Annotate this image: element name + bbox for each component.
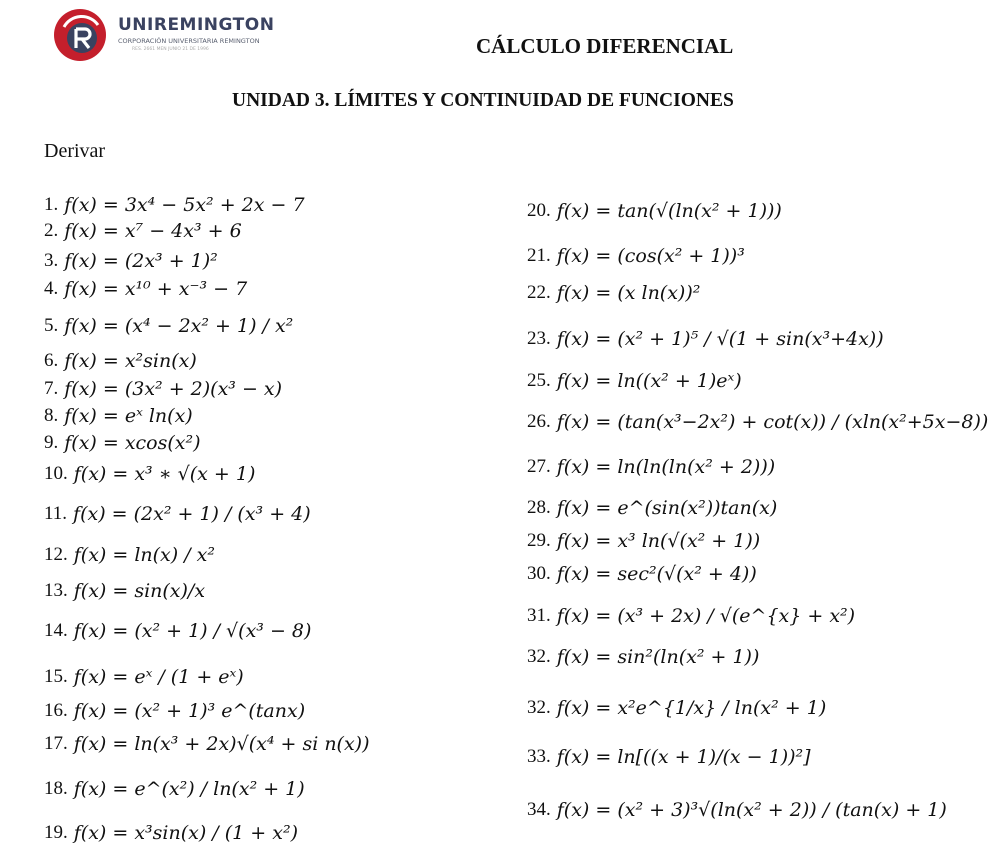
exercise-number: 26. [527, 411, 551, 432]
exercise-number: 3. [44, 250, 59, 271]
exercise-expression: f(x) = ln(x) / x² [73, 544, 215, 566]
exercise-number: 11. [44, 503, 68, 524]
exercise-item [527, 497, 777, 519]
exercise-expression: f(x) = e^(sin(x²))tan(x) [556, 497, 778, 519]
exercise-item [44, 194, 305, 216]
exercise-expression: f(x) = (tan(x³−2x²) + cot(x)) / (xln(x²+5x−8)) [556, 411, 988, 433]
exercise-expression: f(x) = (x² + 1)⁵ / √(1 + sin(x³+4x)) [556, 328, 884, 350]
exercise-item [527, 370, 742, 392]
exercise-number: 2. [44, 220, 59, 241]
exercise-expression: f(x) = (x² + 3)³√(ln(x² + 2)) / (tan(x) + 1) [556, 799, 947, 821]
instruction-text: Derivar [44, 140, 106, 162]
course-title: CÁLCULO DIFERENCIAL [476, 34, 734, 58]
exercise-item [527, 456, 775, 478]
exercise-item [44, 378, 282, 400]
exercise-item [44, 250, 218, 272]
exercise-number: 20. [527, 200, 551, 221]
exercise-number: 22. [527, 282, 551, 303]
exercise-item [44, 503, 311, 525]
exercise-number: 29. [527, 530, 551, 551]
exercise-expression: f(x) = (x⁴ − 2x² + 1) / x² [64, 315, 294, 337]
brand-name: UNIREMINGTON [118, 15, 275, 35]
exercise-number: 7. [44, 378, 59, 399]
exercise-expression: f(x) = sec²(√(x² + 4)) [556, 563, 757, 585]
exercise-item [527, 282, 700, 304]
exercise-item [44, 350, 197, 372]
exercise-item [527, 605, 855, 627]
exercise-item [44, 700, 305, 722]
exercise-expression: f(x) = (cos(x² + 1))³ [556, 245, 745, 267]
exercise-expression: f(x) = e^(x²) / ln(x² + 1) [73, 778, 305, 800]
exercise-item [44, 778, 305, 800]
exercise-expression: f(x) = x²e^{1/x} / ln(x² + 1) [556, 697, 827, 719]
brand-tagline: RES. 2661 MEN JUNIO 21 DE 1996 [132, 47, 209, 52]
exercise-number: 31. [527, 605, 551, 626]
exercise-item [527, 200, 782, 222]
exercise-number: 1. [44, 194, 59, 215]
exercise-number: 10. [44, 463, 68, 484]
exercise-expression: f(x) = x³ ∗ √(x + 1) [73, 463, 256, 485]
exercise-number: 18. [44, 778, 68, 799]
exercise-item [44, 315, 293, 337]
exercise-expression: f(x) = tan(√(ln(x² + 1))) [556, 200, 782, 222]
exercise-number: 32. [527, 697, 551, 718]
exercise-expression: f(x) = (2x³ + 1)² [64, 250, 218, 272]
exercise-number: 32. [527, 646, 551, 667]
exercise-number: 9. [44, 432, 59, 453]
exercise-item [527, 646, 759, 668]
exercise-item [44, 620, 311, 642]
uniremington-r-logo-icon [52, 7, 108, 63]
exercise-number: 23. [527, 328, 551, 349]
unit-title: UNIDAD 3. LÍMITES Y CONTINUIDAD DE FUNCIONES [232, 90, 734, 111]
exercise-item [44, 463, 255, 485]
exercise-item [527, 328, 884, 350]
exercise-item [527, 530, 760, 552]
brand-subtitle: CORPORACIÓN UNIVERSITARIA REMINGTON [118, 37, 260, 45]
uniremington-logo [52, 7, 302, 62]
exercise-item [44, 432, 201, 454]
exercise-item [44, 733, 370, 755]
exercise-item [527, 245, 745, 267]
exercise-number: 5. [44, 315, 59, 336]
exercise-expression: f(x) = ln(ln(ln(x² + 2))) [556, 456, 776, 478]
exercise-expression: f(x) = x³sin(x) / (1 + x²) [73, 822, 298, 844]
exercise-expression: f(x) = ln(x³ + 2x)√(x⁴ + si n(x)) [73, 733, 370, 755]
exercise-number: 6. [44, 350, 59, 371]
exercise-expression: f(x) = (3x² + 2)(x³ − x) [64, 378, 283, 400]
exercise-expression: f(x) = x⁷ − 4x³ + 6 [64, 220, 242, 242]
exercise-item [44, 544, 215, 566]
exercise-expression: f(x) = 3x⁴ − 5x² + 2x − 7 [64, 194, 305, 216]
exercise-expression: f(x) = (x ln(x))² [556, 282, 701, 304]
exercise-expression: f(x) = x²sin(x) [64, 350, 197, 372]
exercise-item [44, 405, 193, 427]
exercise-expression: f(x) = x³ ln(√(x² + 1)) [556, 530, 761, 552]
exercise-expression: f(x) = (x² + 1)³ e^(tanx) [73, 700, 306, 722]
exercise-number: 25. [527, 370, 551, 391]
exercise-expression: f(x) = eˣ ln(x) [64, 405, 193, 427]
exercise-expression: f(x) = (x² + 1) / √(x³ − 8) [73, 620, 312, 642]
exercise-number: 15. [44, 666, 68, 687]
exercise-number: 27. [527, 456, 551, 477]
exercise-number: 30. [527, 563, 551, 584]
exercise-number: 14. [44, 620, 68, 641]
exercise-expression: f(x) = ln[((x + 1)/(x − 1))²] [556, 746, 811, 768]
exercise-expression: f(x) = (2x² + 1) / (x³ + 4) [73, 503, 311, 525]
exercise-item [527, 563, 757, 585]
exercise-item [44, 278, 247, 300]
exercise-number: 19. [44, 822, 68, 843]
exercise-expression: f(x) = x¹⁰ + x⁻³ − 7 [64, 278, 248, 300]
exercise-expression: f(x) = xcos(x²) [64, 432, 201, 454]
exercise-item [44, 666, 244, 688]
exercise-item [527, 746, 811, 768]
exercise-item [527, 799, 947, 821]
exercise-item [527, 697, 826, 719]
exercise-number: 34. [527, 799, 551, 820]
exercise-item [527, 411, 988, 433]
exercise-item [44, 822, 298, 844]
exercise-number: 33. [527, 746, 551, 767]
exercise-expression: f(x) = eˣ / (1 + eˣ) [73, 666, 244, 688]
exercise-expression: f(x) = sin(x)/x [73, 580, 206, 602]
exercise-number: 17. [44, 733, 68, 754]
exercise-number: 12. [44, 544, 68, 565]
exercise-number: 16. [44, 700, 68, 721]
exercise-number: 4. [44, 278, 59, 299]
exercise-number: 8. [44, 405, 59, 426]
exercise-expression: f(x) = (x³ + 2x) / √(e^{x} + x²) [556, 605, 856, 627]
exercise-number: 13. [44, 580, 68, 601]
exercise-number: 21. [527, 245, 551, 266]
exercise-item [44, 580, 205, 602]
exercise-item [44, 220, 242, 242]
exercise-expression: f(x) = ln((x² + 1)eˣ) [556, 370, 742, 392]
exercise-number: 28. [527, 497, 551, 518]
exercise-expression: f(x) = sin²(ln(x² + 1)) [556, 646, 760, 668]
